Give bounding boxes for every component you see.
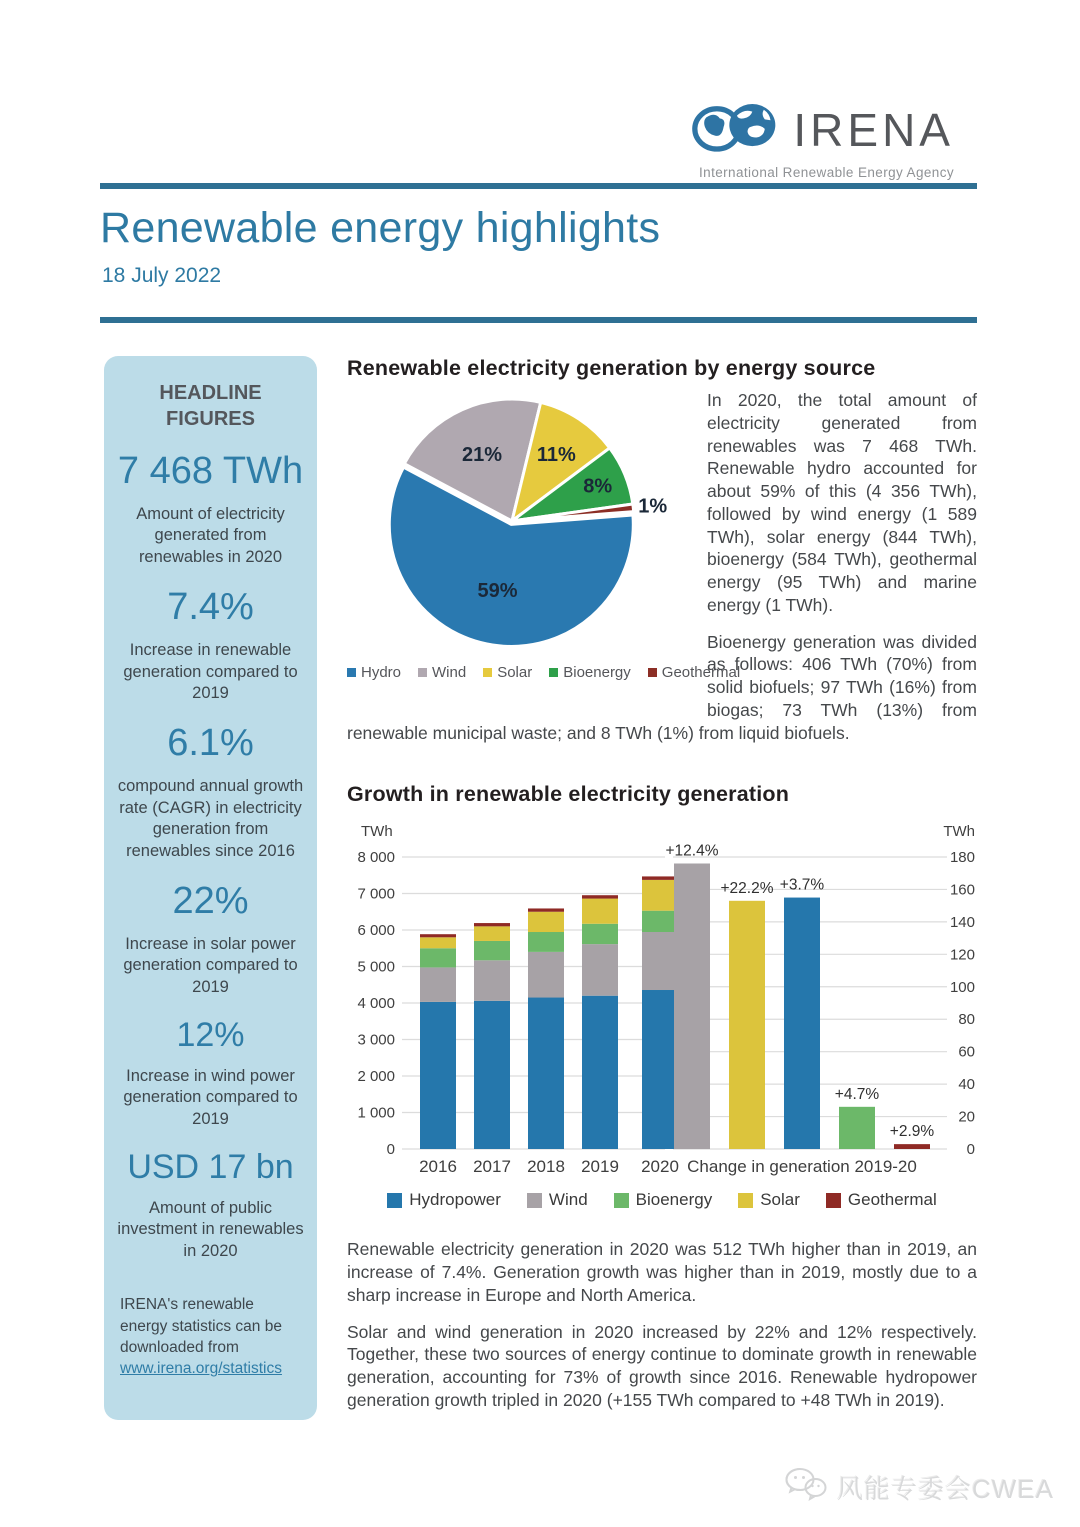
bar-2019-solar: [582, 899, 618, 924]
bar-2016-solar: [420, 938, 456, 949]
headline-caption: Increase in renewable generation compared to 2019: [123, 641, 298, 702]
headline-caption: compound annual growth rate (CAGR) in electricity generation from renewables since 2016: [117, 777, 304, 860]
legend-item-solar: Solar: [738, 1190, 800, 1210]
svg-text:80: 80: [958, 1011, 975, 1029]
legend-swatch: [738, 1193, 753, 1208]
legend-item-geothermal: Geothermal: [648, 664, 740, 681]
svg-text:4 000: 4 000: [357, 995, 395, 1013]
change-bar-geothermal: [894, 1144, 930, 1149]
legend-item-solar: Solar: [483, 664, 532, 681]
top-divider: [100, 183, 977, 189]
headline-caption: Increase in wind power generation compared to 2019: [123, 1066, 298, 1128]
headline-value: 7.4%: [167, 586, 254, 629]
section2-paragraph-1: Renewable electricity generation in 2020 was 512 TWh higher than in 2019, an increase of 7.4%. Generation growth was higher than in 2019, mostly due to a sharp increase in Europe and North America.: [347, 1239, 977, 1305]
svg-text:+12.4%: +12.4%: [665, 842, 719, 860]
sidebar-footer: [117, 1294, 304, 1380]
svg-text:160: 160: [949, 881, 975, 899]
bar-2020-bioenergy: [642, 911, 678, 932]
page-date: 18 July 2022: [102, 264, 222, 287]
headline-value: USD 17 bn: [127, 1148, 294, 1187]
svg-text:20: 20: [958, 1108, 975, 1126]
svg-text:2016: 2016: [419, 1157, 457, 1177]
svg-text:60: 60: [958, 1043, 975, 1061]
logo-wordmark: IRENA: [793, 103, 954, 156]
svg-text:TWh: TWh: [943, 823, 975, 841]
svg-text:2018: 2018: [527, 1157, 565, 1177]
bar-chart-legend: [347, 1190, 977, 1210]
svg-text:2017: 2017: [473, 1157, 511, 1177]
legend-swatch: [549, 668, 558, 677]
change-bar-bioenergy: [839, 1107, 875, 1149]
legend-swatch: [614, 1193, 629, 1208]
headline-item-solar: [117, 882, 304, 998]
bar-2020-hydropower: [642, 990, 678, 1149]
svg-text:5 000: 5 000: [357, 958, 395, 976]
svg-text:120: 120: [949, 946, 975, 964]
bar-2019-wind: [582, 944, 618, 996]
svg-text:8 000: 8 000: [357, 849, 395, 867]
bar-2018-bioenergy: [528, 932, 564, 952]
logo-subtitle: International Renewable Energy Agency: [699, 165, 954, 180]
legend-item-hydropower: Hydropower: [387, 1190, 501, 1210]
pie-chart: [347, 389, 699, 657]
bar-2017-hydropower: [474, 1001, 510, 1149]
change-bar-solar: [729, 901, 765, 1149]
legend-swatch: [347, 668, 356, 677]
bar-2018-wind: [528, 952, 564, 998]
headline-item-generation: [117, 452, 304, 568]
section1-heading: Renewable electricity generation by energy source: [347, 356, 876, 380]
statistics-link[interactable]: www.irena.org/statistics: [120, 1360, 282, 1378]
growth-bar-chart: [347, 815, 977, 1183]
pie-slice-label: 21%: [461, 444, 503, 467]
bar-2018-geothermal: [528, 909, 564, 912]
headline-value: 22%: [172, 880, 249, 923]
bar-2020-solar: [642, 880, 678, 911]
sidebar-footer-text: IRENA's renewable energy statistics can be downloaded from: [120, 1296, 282, 1356]
bar-2016-wind: [420, 968, 456, 1002]
svg-text:140: 140: [949, 914, 975, 932]
headline-item-wind: [117, 1018, 304, 1130]
svg-text:+2.9%: +2.9%: [889, 1123, 935, 1141]
svg-text:180: 180: [949, 849, 975, 867]
legend-item-hydro: Hydro: [347, 664, 401, 681]
change-bar-hydropower: [784, 898, 820, 1149]
headline-value: 6.1%: [167, 722, 254, 765]
svg-text:+22.2%: +22.2%: [720, 880, 774, 898]
svg-text:6 000: 6 000: [357, 922, 395, 940]
bar-2018-hydropower: [528, 998, 564, 1149]
svg-text:2 000: 2 000: [357, 1068, 395, 1086]
legend-item-bioenergy: Bioenergy: [549, 664, 631, 681]
section1-paragraph-1: In 2020, the total amount of electricity generated from renewables was 7 468 TWh. Renewable hydro accounted for about 59% of this (4 356 TWh), followed by wind energy (1 589 TWh), solar energy (844 TWh), bioenergy (584 TWh), geothermal energy (95 TWh) and marine energy (1 TWh).: [707, 390, 977, 615]
bar-2017-bioenergy: [474, 941, 510, 960]
headline-caption: Increase in solar power generation compared to 2019: [123, 934, 298, 996]
headline-value: 7 468 TWh: [117, 450, 304, 492]
legend-swatch: [826, 1193, 841, 1208]
watermark: [783, 1466, 1054, 1509]
legend-swatch: [483, 668, 492, 677]
headline-item-cagr: [117, 724, 304, 862]
headline-caption: Amount of public investment in renewables in 2020: [117, 1198, 304, 1260]
bar-2019-geothermal: [582, 895, 618, 898]
svg-text:100: 100: [949, 979, 975, 997]
headline-caption: Amount of electricity generated from renewables in 2020: [136, 504, 285, 566]
legend-item-wind: Wind: [418, 664, 466, 681]
irena-logo: [691, 96, 954, 180]
bar-2019-bioenergy: [582, 924, 618, 944]
pie-chart-block: [347, 389, 741, 699]
svg-text:+4.7%: +4.7%: [834, 1086, 880, 1104]
change-bar-wind: [674, 864, 710, 1150]
legend-swatch: [527, 1193, 542, 1208]
bar-2016-geothermal: [420, 934, 456, 937]
svg-text:2020: 2020: [641, 1157, 679, 1177]
pie-legend: [347, 664, 741, 681]
bar-2020-geothermal: [642, 877, 678, 880]
svg-text:3 000: 3 000: [357, 1031, 395, 1049]
irena-globes-icon: [691, 96, 783, 163]
bar-2020-wind: [642, 932, 678, 990]
section2-paragraph-2: Solar and wind generation in 2020 increased by 22% and 12% respectively. Together, these two sources of energy continue to dominate growth in renewable generation, accounting for 73% of growth since 2016. Renewable hydropower generation growth tripled in 2020 (+155 TWh compared to +48 TWh in 2019).: [347, 1321, 977, 1410]
svg-text:+3.7%: +3.7%: [779, 876, 825, 894]
svg-text:40: 40: [958, 1076, 975, 1094]
legend-item-bioenergy: Bioenergy: [614, 1190, 713, 1210]
legend-swatch: [648, 668, 657, 677]
headline-item-increase: [117, 588, 304, 704]
bar-2017-solar: [474, 927, 510, 942]
page-title: Renewable energy highlights: [100, 204, 661, 252]
bar-2017-wind: [474, 961, 510, 1002]
bar-2017-geothermal: [474, 923, 510, 926]
svg-text:2019: 2019: [581, 1157, 619, 1177]
svg-text:1 000: 1 000: [357, 1104, 395, 1122]
section2-heading: Growth in renewable electricity generation: [347, 782, 790, 807]
bar-2016-hydropower: [420, 1002, 456, 1149]
legend-item-wind: Wind: [527, 1190, 588, 1210]
pie-slice-label: 1%: [638, 495, 668, 518]
headline-item-investment: [117, 1150, 304, 1262]
svg-text:0: 0: [386, 1141, 395, 1159]
legend-item-geothermal: Geothermal: [826, 1190, 937, 1210]
watermark-text: 风能专委会CWEA: [836, 1474, 1054, 1504]
sidebar-title: HEADLINE FIGURES: [159, 382, 262, 430]
bar-2016-bioenergy: [420, 949, 456, 968]
pie-slice-label: 59%: [477, 580, 518, 603]
svg-text:7 000: 7 000: [357, 885, 395, 903]
svg-text:Change in generation 2019-20: Change in generation 2019-20: [687, 1157, 917, 1177]
headline-figures-panel: [104, 356, 317, 1420]
headline-value: 12%: [176, 1016, 245, 1055]
svg-text:0: 0: [966, 1141, 975, 1159]
legend-swatch: [387, 1193, 402, 1208]
pie-slice-label: 8%: [583, 475, 613, 498]
main-content: [347, 356, 977, 1426]
title-divider: [100, 317, 977, 323]
wechat-bubbles-icon: [783, 1466, 829, 1509]
section1-paragraph-2: Bioenergy generation was divided as follows: 406 TWh (70%) from solid biofuels; 97 TWh (16%) from biogas; 73 TWh (13%) from renewable municipal waste; and 8 TWh (1%) from liquid biofuels.: [347, 631, 977, 743]
bar-2018-solar: [528, 912, 564, 932]
section2: [347, 758, 977, 1411]
legend-swatch: [418, 668, 427, 677]
pie-slice-label: 11%: [536, 443, 576, 466]
bar-2019-hydropower: [582, 996, 618, 1149]
svg-text:TWh: TWh: [361, 823, 393, 841]
